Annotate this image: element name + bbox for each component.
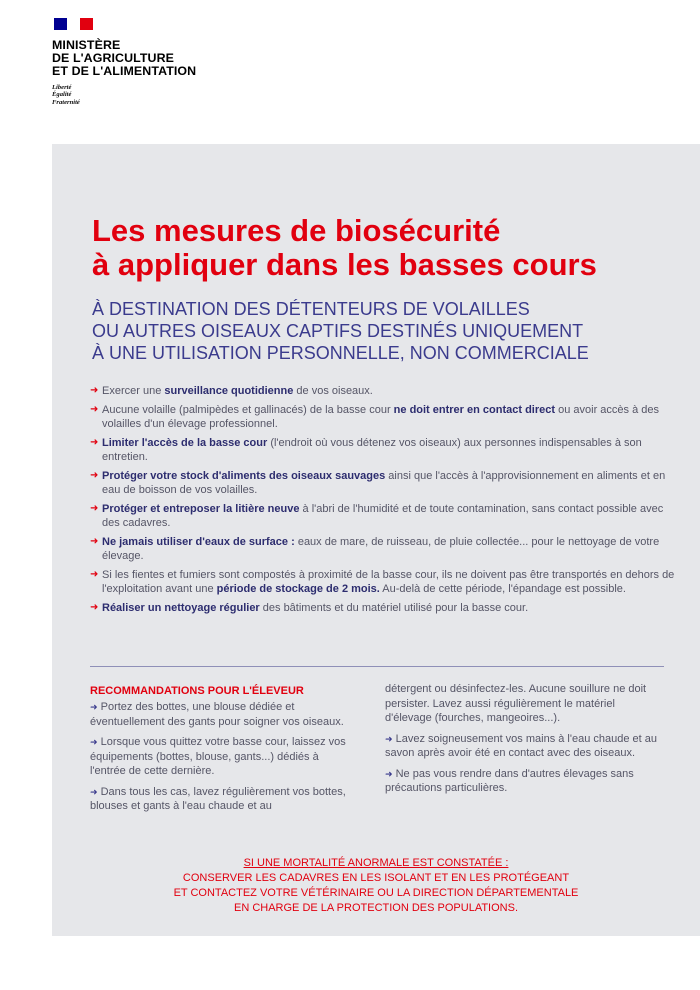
alert-heading: SI UNE MORTALITÉ ANORMALE EST CONSTATÉE : (243, 857, 509, 869)
arrow-icon: ➜ (90, 436, 99, 448)
mortality-alert (52, 856, 700, 916)
recommendation-item: ➜ Portez des bottes, une blouse dédiée et éventuellement des gants pour soigner vos oiseaux. (90, 701, 344, 728)
recommendation-item: ➜ Dans tous les cas, lavez régulièrement vos bottes, blouses et gants à l'eau chaude et au (90, 785, 346, 812)
content-panel (52, 144, 700, 936)
alert-line: CONSERVER LES CADAVRES EN LES ISOLANT ET EN LES PROTÉGEANT (182, 872, 570, 884)
arrow-icon: ➜ (385, 733, 393, 744)
recommendation-continuation: détergent ou désinfectez-les. Aucune souillure ne doit persister. Lavez aussi régulièrement le matériel d'élevage (fourches, mangeoires...). (385, 683, 647, 724)
arrow-icon: ➜ (90, 702, 98, 712)
arrow-icon: ➜ (90, 786, 98, 797)
recommendations-left-column (90, 700, 350, 820)
title-line: Les mesures de biosécurité (92, 213, 501, 248)
arrow-icon: ➜ (90, 469, 99, 481)
page-title (92, 214, 597, 282)
motto-line: Liberté (52, 84, 72, 91)
ministry-logo (52, 18, 196, 106)
arrow-icon: ➜ (385, 768, 393, 779)
ministry-line: DE L'AGRICULTURE (52, 51, 175, 65)
arrow-icon: ➜ (90, 403, 99, 415)
arrow-icon: ➜ (90, 535, 99, 547)
arrow-icon: ➜ (90, 502, 99, 514)
alert-line: ET CONTACTEZ VOTRE VÉTÉRINAIRE OU LA DIRECTION DÉPARTEMENTALE (173, 887, 579, 899)
ministry-line: MINISTÈRE (52, 38, 121, 52)
recommendations-right-column (385, 682, 660, 802)
motto-line: Égalité (52, 91, 72, 99)
subtitle-line: À DESTINATION DES DÉTENTEURS DE VOLAILLES (92, 299, 530, 319)
recommendation-item: ➜ Lavez soigneusement vos mains à l'eau chaude et au savon après avoir été en contact avec des oiseaux. (385, 732, 657, 759)
section-divider (90, 666, 664, 667)
measure-item: ➜ Limiter l'accès de la basse cour (l'endroit où vous détenez vos oiseaux) aux personnes indispensables à son entretien. (90, 436, 642, 463)
measure-item: ➜ Réaliser un nettoyage régulier des bâtiments et du matériel utilisé pour la basse cour. (90, 601, 529, 614)
measure-item: ➜ Aucune volaille (palmipèdes et gallinacés) de la basse cour ne doit entrer en contact direct ou avoir accès à des volailles d'un élevage professionnel. (90, 403, 659, 430)
audience-subtitle (92, 298, 589, 364)
measure-item: ➜ Si les fientes et fumiers sont compostés à proximité de la basse cour, ils ne doivent pas être transportés en dehors de l'exploitation avant une période de stockage de 2 mois. Au-delà de cette période, l'épandage est possible. (90, 568, 675, 595)
arrow-icon: ➜ (90, 737, 98, 747)
french-flag-icon (54, 18, 93, 30)
subtitle-line: OU AUTRES OISEAUX CAPTIFS DESTINÉS UNIQUEMENT (92, 321, 584, 341)
recommendation-item: ➜ Ne pas vous rendre dans d'autres élevages sans précautions particulières. (385, 767, 634, 794)
subtitle-line: À UNE UTILISATION PERSONNELLE, NON COMMERCIALE (92, 343, 589, 363)
arrow-icon: ➜ (90, 568, 99, 580)
republic-motto (52, 84, 196, 106)
alert-line: EN CHARGE DE LA PROTECTION DES POPULATIONS. (233, 902, 519, 914)
measure-item: ➜ Protéger votre stock d'aliments des oiseaux sauvages ainsi que l'accès à l'approvisionnement en aliments et en eau de boisson de vos volailles. (90, 469, 666, 496)
arrow-icon: ➜ (90, 385, 99, 396)
measure-item: ➜ Ne jamais utiliser d'eaux de surface : eaux de mare, de ruisseau, de pluie collectée... pour le nettoyage de votre élevage. (90, 535, 660, 562)
recommendations-title: RECOMMANDATIONS POUR L'ÉLEVEUR (90, 685, 304, 697)
arrow-icon: ➜ (90, 601, 99, 613)
recommendation-item: ➜ Lorsque vous quittez votre basse cour, laissez vos équipements (bottes, blouse, gants...) dédiés à l'entrée de cette dernière. (90, 736, 346, 777)
title-line: à appliquer dans les basses cours (92, 247, 597, 282)
measure-item: ➜ Exercer une surveillance quotidienne de vos oiseaux. (90, 385, 373, 397)
measures-list (90, 384, 680, 619)
measure-item: ➜ Protéger et entreposer la litière neuve à l'abri de l'humidité et de toute contamination, sans contact possible avec des cadavres. (90, 502, 664, 529)
ministry-line: ET DE L'ALIMENTATION (52, 64, 197, 78)
motto-line: Fraternité (52, 98, 80, 106)
ministry-name (52, 39, 196, 78)
